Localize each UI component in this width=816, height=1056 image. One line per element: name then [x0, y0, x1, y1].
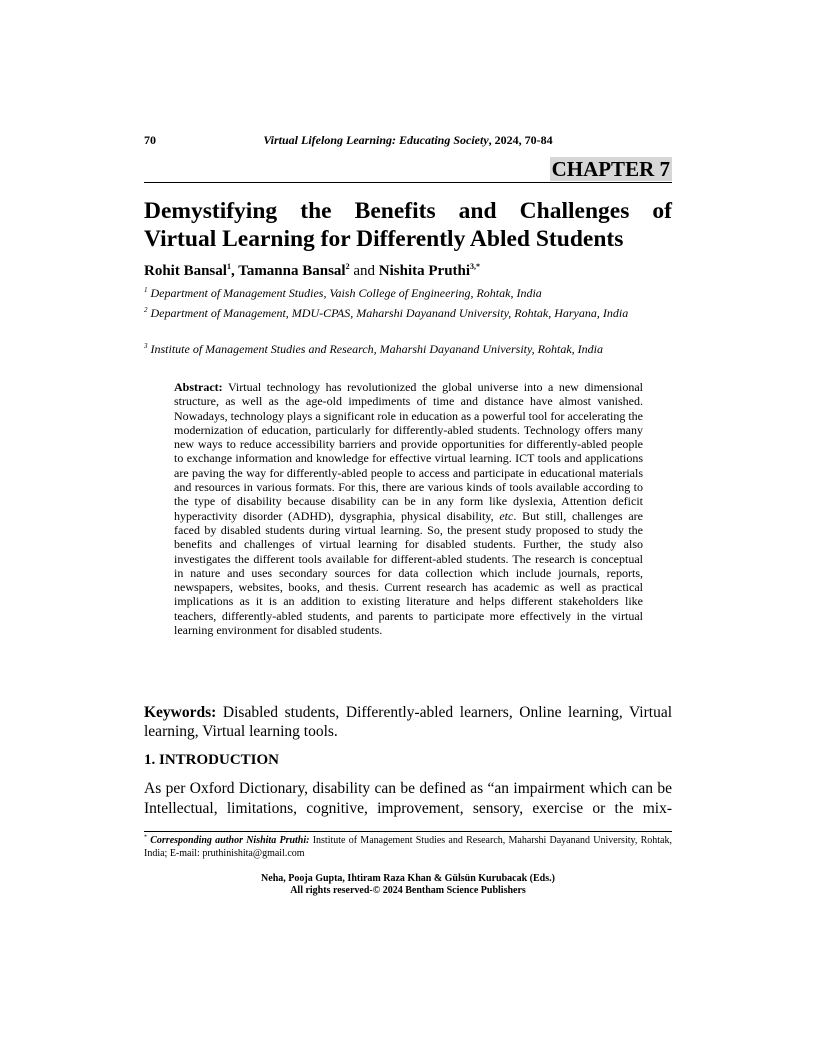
abstract-etc: etc [499, 508, 514, 523]
introduction-paragraph: As per Oxford Dictionary, disability can be defined as “an impairment which can be Intellectual, limitations, cognitive, improvement, sensory, exercise or the mix- [144, 780, 672, 817]
affiliation [144, 305, 672, 321]
publisher-info [144, 873, 672, 897]
keywords-text: Disabled students, Differently-abled learners, Online learning, Virtual learning, Virtual learning tools. [144, 704, 672, 740]
article-title [144, 197, 672, 253]
author-list [144, 263, 480, 280]
abstract-text-continued: . But still, challenges are faced by disabled students during virtual learning. So, the present study proposed to study the benefits and challenges of virtual learning for disabled students. Further, the study also investigates the different tools available for different-abled students. The research is conceptual in nature and uses secondary sources for data collection which include journals, reports, newspapers, websites, books, and thesis. Current research has academic as well as practical implications as it is an addition to existing literature and helps different stakeholders like teachers, differently-abled students, and parents to participate more effectively in the virtual learning environment for disabled students. [174, 508, 643, 638]
chapter-label: CHAPTER 7 [551, 157, 670, 181]
affiliation-text: Institute of Management Studies and Research, Maharshi Dayanand University, Rohtak, India [147, 342, 603, 356]
page-number: 70 [144, 133, 156, 147]
author-name: Nishita Pruthi [378, 263, 471, 279]
footnote-rule [144, 831, 672, 832]
title-line-2: Virtual Learning for Differently Abled Students [144, 226, 624, 252]
affiliation-number: 3 [144, 342, 148, 350]
author-sup: 3,* [470, 262, 481, 271]
keywords [144, 703, 672, 741]
author-name: Rohit Bansal [144, 263, 227, 279]
running-head [144, 133, 672, 148]
affiliation [144, 341, 672, 357]
chapter-rule [144, 182, 672, 183]
footnote-text: Institute of Management Studies and Research, Maharshi Dayanand University, Rohtak, India; E-mail: pruthinishita@gmail.com [144, 835, 672, 859]
title-line-1: Demystifying the Benefits and Challenges of [144, 198, 672, 224]
keywords-label: Keywords: [144, 704, 217, 721]
affiliation [144, 285, 672, 301]
running-head-title: Virtual Lifelong Learning: Educating Society [263, 133, 489, 147]
affiliation-text: Department of Management, MDU-CPAS, Maharshi Dayanand University, Rohtak, Haryana, India [147, 306, 629, 320]
author-sup: 1 [226, 262, 231, 271]
running-head-suffix: , 2024, 70-84 [488, 133, 553, 147]
rights-line: All rights reserved-© 2024 Bentham Science Publishers [290, 885, 526, 896]
footnote [144, 835, 672, 860]
abstract [174, 380, 643, 637]
footnote-label: Corresponding author Nishita Pruthi: [147, 835, 310, 846]
editors-line: Neha, Pooja Gupta, Ihtiram Raza Khan & Gülsün Kurubacak (Eds.) [261, 873, 555, 884]
abstract-text: Virtual technology has revolutionized the global universe into a new dimensional structure, as well as the age-old impediments of time and distance have almost vanished. Nowadays, technology plays a significant role in education as a powerful tool for accelerating the modernization of education, particularly for differently-abled students. Technology offers many new ways to reduce accessibility barriers and provide opportunities for differently-abled people to exchange information and knowledge for effective virtual learning. ICT tools and applications are paving the way for differently-abled people to access and participate in educational materials and resources in various formats. For this, there are various kinds of tools available according to the type of disability because disability can be in any form like dyslexia, Attention deficit hyperactivity disorder (ADHD), dysgraphia, physical disability, [174, 380, 643, 523]
author-name: Tamanna Bansal [238, 263, 346, 279]
affiliation-number: 2 [144, 306, 148, 314]
affiliation-text: Department of Management Studies, Vaish College of Engineering, Rohtak, India [147, 286, 542, 300]
section-heading: 1. INTRODUCTION [144, 752, 280, 768]
author-separator: , [230, 263, 239, 279]
abstract-label: Abstract: [174, 380, 223, 394]
footnote-mark: * [144, 834, 147, 841]
author-sup: 2 [345, 262, 350, 271]
author-and: and [349, 263, 379, 279]
affiliation-number: 1 [144, 286, 148, 294]
